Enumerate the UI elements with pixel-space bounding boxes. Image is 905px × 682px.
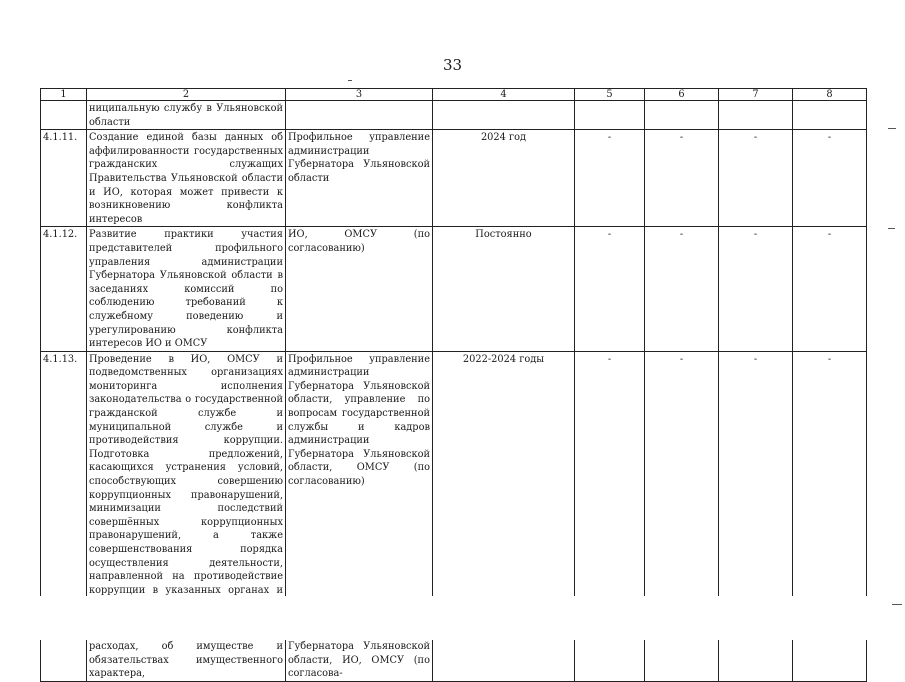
value-cell: - — [793, 130, 867, 227]
item-number — [41, 101, 87, 130]
value-cell — [645, 101, 719, 130]
value-cell: - — [645, 351, 719, 611]
scan-mark — [348, 80, 352, 81]
table-row — [41, 130, 867, 227]
column-number: 7 — [719, 89, 793, 101]
value-cell — [793, 101, 867, 130]
value-cell: - — [575, 227, 645, 351]
term-text: Постоянно — [433, 227, 575, 351]
column-number: 3 — [286, 89, 433, 101]
value-cell — [719, 101, 793, 130]
measure-text: ниципальную службу в Ульяновской области — [87, 101, 286, 130]
value-cell: - — [575, 351, 645, 611]
table-row — [41, 227, 867, 351]
column-number: 6 — [645, 89, 719, 101]
page-bottom-margin — [0, 596, 905, 640]
column-number: 8 — [793, 89, 867, 101]
value-cell: - — [575, 130, 645, 227]
executor-text: Профильное управление администрации Губернатора Ульяновской области — [286, 130, 433, 227]
item-number: 4.1.11. — [41, 130, 87, 227]
column-number-row — [41, 89, 867, 101]
term-text: 2022-2024 годы — [433, 351, 575, 611]
table-row — [41, 101, 867, 130]
value-cell: - — [719, 351, 793, 611]
measure-text: Создание единой базы данных об аффилированности государственных гражданских служащих Правительства Ульяновской области и ИО, которая может привести к возникновению конфликта интересов — [87, 130, 286, 227]
measure-text: Проведение в ИО, ОМСУ и подведомственных организациях мониторинга исполнения законодательства о государственной гражданской службе и муниципальной службе и противодействия коррупции. Подготовка предложений, касающихся устранения условий, способствующих совершению коррупционных правонарушений, минимизации последствий совершённых коррупционных правонарушений, а также совершенствования порядка осуществления деятельности, направленной на противодействие коррупции в указанных органах и — [87, 351, 286, 611]
value-cell: - — [719, 227, 793, 351]
item-number: 4.1.13. — [41, 351, 87, 611]
column-number: 4 — [433, 89, 575, 101]
page-number: 33 — [442, 56, 463, 74]
term-text — [433, 101, 575, 130]
executor-text: ИО, ОМСУ (по согласованию) — [286, 227, 433, 351]
value-cell: - — [645, 227, 719, 351]
measure-text: расходах, об имуществе и обязательствах имущественного характера, — [87, 611, 286, 681]
column-number: 5 — [575, 89, 645, 101]
executor-text — [286, 101, 433, 130]
value-cell: - — [645, 130, 719, 227]
column-number: 2 — [87, 89, 286, 101]
measure-text: Развитие практики участия представителей профильного управления администрации Губернатора Ульяновской области в заседаниях комиссий по соблюдению требований к служебному поведению и урегулированию конфликта интересов ИО и ОМСУ — [87, 227, 286, 351]
column-number: 1 — [41, 89, 87, 101]
table-row — [41, 351, 867, 611]
scan-mark — [888, 228, 895, 229]
value-cell: - — [793, 351, 867, 611]
measures-table — [40, 88, 867, 682]
term-text: 2024 год — [433, 130, 575, 227]
value-cell: - — [719, 130, 793, 227]
executor-text: Губернатора Ульяновской области, ИО, ОМСУ (по согласова- — [286, 611, 433, 681]
value-cell: - — [793, 227, 867, 351]
executor-text: Профильное управление администрации Губернатора Ульяновской области, управление по вопросам государственной службы и кадров администрации Губернатора Ульяновской области, ОМСУ (по согласованию) — [286, 351, 433, 611]
scan-mark — [888, 128, 896, 129]
value-cell — [575, 101, 645, 130]
scan-mark — [892, 604, 902, 605]
item-number: 4.1.12. — [41, 227, 87, 351]
